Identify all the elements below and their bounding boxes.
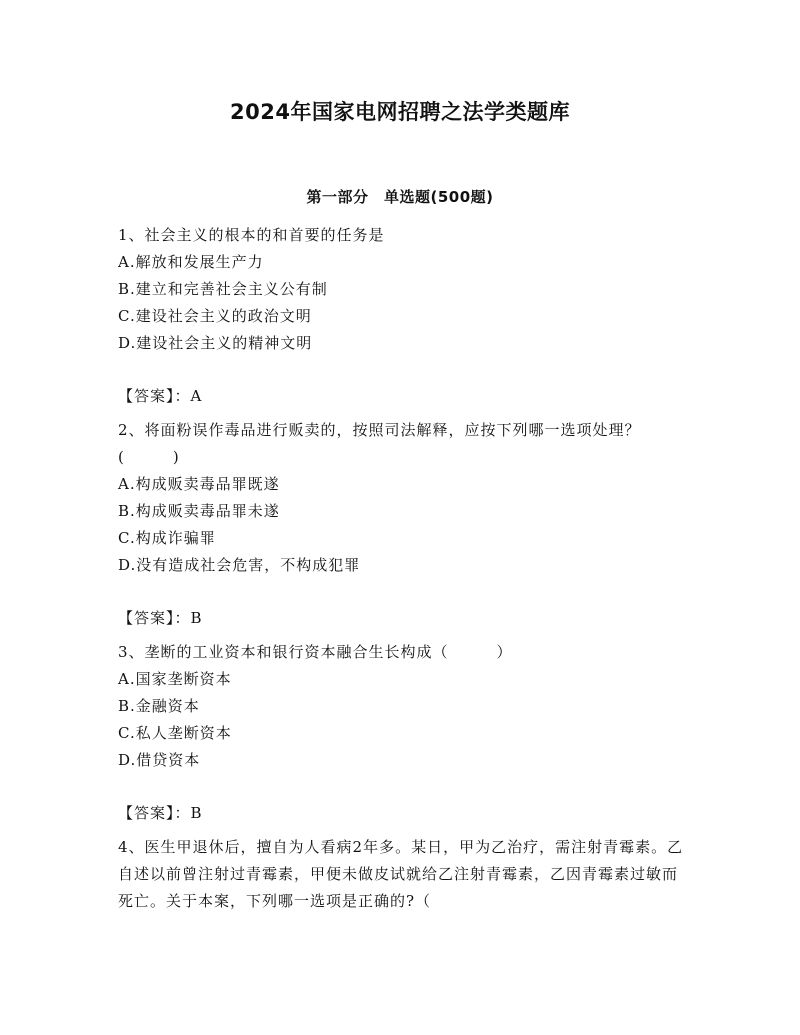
option-c: C.构成诈骗罪 [118, 529, 216, 547]
option-b: B.构成贩卖毒品罪未遂 [118, 502, 280, 520]
option-c: C.建设社会主义的政治文明 [118, 307, 312, 325]
option-a: A.构成贩卖毒品罪既遂 [118, 475, 280, 493]
question-block [118, 834, 688, 915]
option-a: A.解放和发展生产力 [118, 253, 264, 271]
option-a: A.国家垄断资本 [118, 670, 232, 688]
question-stem: 1、社会主义的根本的和首要的任务是 [118, 226, 385, 244]
answer-value: A [190, 387, 203, 405]
answer-line [118, 383, 688, 410]
answer-line [118, 605, 688, 632]
option-c: C.私人垄断资本 [118, 724, 232, 742]
answer-label: 【答案】： [118, 609, 191, 627]
question-block [118, 222, 688, 410]
answer-line [118, 800, 688, 827]
option-d: D.建设社会主义的精神文明 [118, 334, 313, 352]
question-stem: 4、医生甲退休后，擅自为人看病2年多。某日，甲为乙治疗，需注射青霉素。乙自述以前曾注射过青霉素，甲便未做皮试就给乙注射青霉素，乙因青霉素过敏而死亡。关于本案，下列哪一选项是正确的?（ [118, 838, 684, 910]
option-b: B.建立和完善社会主义公有制 [118, 280, 328, 298]
question-stem: 3、垄断的工业资本和银行资本融合生长构成（ ） [118, 643, 513, 661]
answer-label: 【答案】： [118, 804, 191, 822]
answer-value: B [190, 609, 203, 627]
question-block [118, 639, 688, 827]
option-d: D.没有造成社会危害，不构成犯罪 [118, 556, 361, 574]
document-title: 2024年国家电网招聘之法学类题库 [230, 100, 570, 124]
option-d: D.借贷资本 [118, 751, 201, 769]
answer-value: B [190, 804, 203, 822]
option-b: B.金融资本 [118, 697, 200, 715]
answer-label: 【答案】： [118, 387, 191, 405]
question-list [118, 222, 688, 915]
question-stem: 2、将面粉误作毒品进行贩卖的，按照司法解释，应按下列哪一选项处理？( ) [118, 421, 641, 466]
question-block [118, 417, 688, 632]
section-heading: 第一部分 单选题(500题) [306, 188, 494, 206]
